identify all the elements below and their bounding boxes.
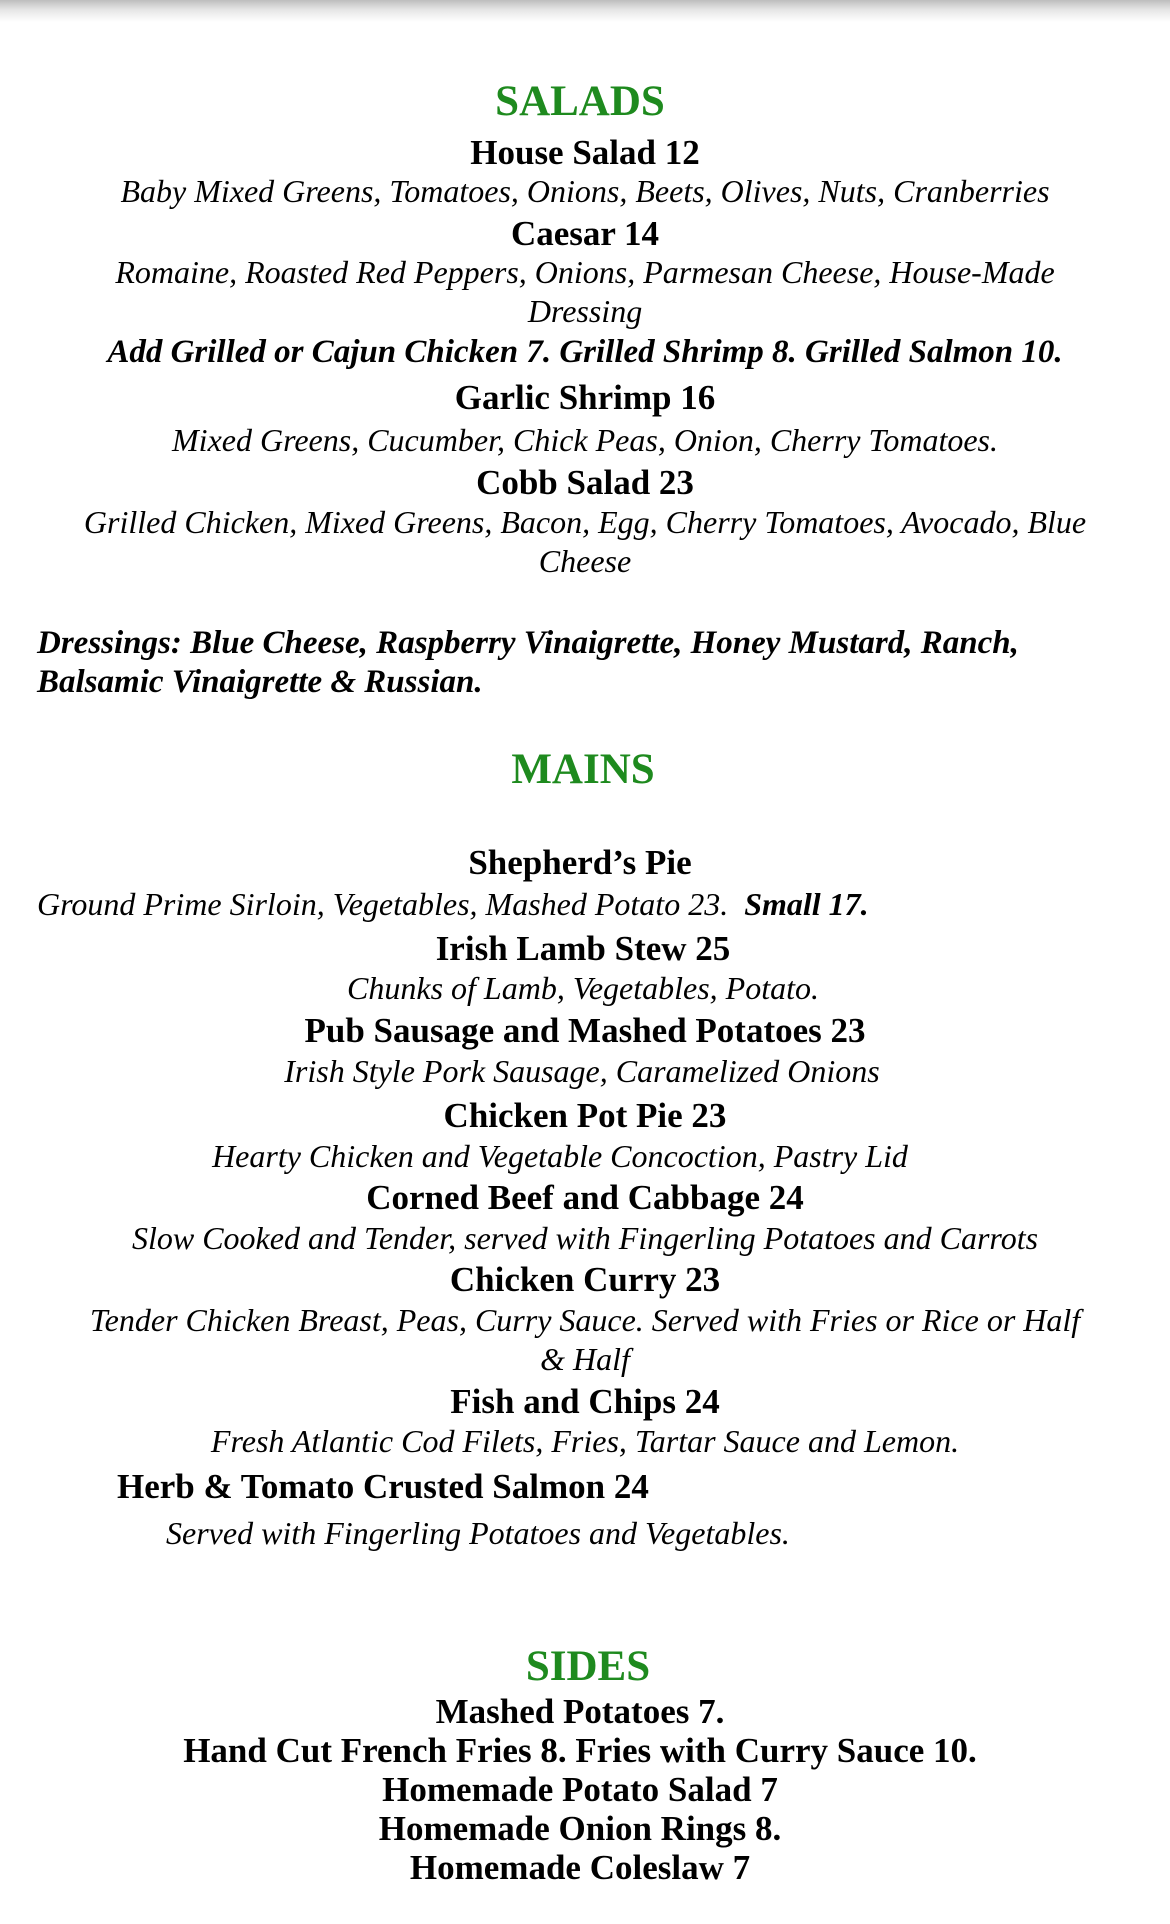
side-potato-salad: Homemade Potato Salad 7 <box>382 1770 778 1809</box>
caesar-desc-1: Romaine, Roasted Red Peppers, Onions, Parmesan Cheese, House-Made <box>115 254 1055 290</box>
side-french-fries: Hand Cut French Fries 8. Fries with Curry Sauce 10. <box>183 1731 977 1770</box>
fish-chips-desc: Fresh Atlantic Cod Filets, Fries, Tartar Sauce and Lemon. <box>210 1423 960 1459</box>
lamb-stew-desc: Chunks of Lamb, Vegetables, Potato. <box>347 970 819 1006</box>
garlic-shrimp-desc: Mixed Greens, Cucumber, Chick Peas, Onion, Cherry Tomatoes. <box>172 422 998 458</box>
pub-sausage-name: Pub Sausage and Mashed Potatoes 23 <box>304 1011 866 1050</box>
dressings-line-2: Balsamic Vinaigrette & Russian. <box>37 664 483 700</box>
cobb-salad-name: Cobb Salad 23 <box>476 463 694 502</box>
caesar-desc-2: Dressing <box>527 293 643 329</box>
fish-chips-name: Fish and Chips 24 <box>450 1382 720 1421</box>
caesar-name: Caesar 14 <box>510 214 660 253</box>
pub-sausage-desc: Irish Style Pork Sausage, Caramelized Onions <box>284 1053 880 1089</box>
corned-beef-name: Corned Beef and Cabbage 24 <box>366 1178 804 1217</box>
shepherds-pie-small: Small 17. <box>744 886 869 922</box>
sides-heading: SIDES <box>525 1643 651 1690</box>
chicken-curry-desc-2: & Half <box>540 1341 630 1377</box>
dressings-line-1: Dressings: Blue Cheese, Raspberry Vinaigrette, Honey Mustard, Ranch, <box>37 625 1019 661</box>
corned-beef-desc: Slow Cooked and Tender, served with Fingerling Potatoes and Carrots <box>131 1220 1039 1256</box>
mains-heading: MAINS <box>511 746 655 793</box>
chicken-curry-desc-1: Tender Chicken Breast, Peas, Curry Sauce. Served with Fries or Rice or Half <box>89 1302 1081 1338</box>
pot-pie-name: Chicken Pot Pie 23 <box>443 1096 727 1135</box>
shepherds-pie-name: Shepherd’s Pie <box>468 843 692 882</box>
salad-addons: Add Grilled or Cajun Chicken 7. Grilled Shrimp 8. Grilled Salmon 10. <box>107 334 1063 370</box>
salmon-name: Herb & Tomato Crusted Salmon 24 <box>117 1467 649 1506</box>
top-shadow <box>0 0 1170 22</box>
shepherds-pie-desc <box>37 888 1170 920</box>
salmon-desc: Served with Fingerling Potatoes and Vegetables. <box>166 1515 790 1551</box>
cobb-salad-desc-1: Grilled Chicken, Mixed Greens, Bacon, Egg, Cherry Tomatoes, Avocado, Blue <box>83 504 1087 540</box>
house-salad-desc: Baby Mixed Greens, Tomatoes, Onions, Beets, Olives, Nuts, Cranberries <box>120 173 1050 209</box>
shepherds-pie-desc-text: Ground Prime Sirloin, Vegetables, Mashed Potato 23. <box>37 886 729 922</box>
side-onion-rings: Homemade Onion Rings 8. <box>378 1809 782 1848</box>
house-salad-name: House Salad 12 <box>470 133 700 172</box>
lamb-stew-name: Irish Lamb Stew 25 <box>435 929 731 968</box>
garlic-shrimp-name: Garlic Shrimp 16 <box>454 378 716 417</box>
side-mashed-potatoes: Mashed Potatoes 7. <box>435 1692 725 1731</box>
side-coleslaw: Homemade Coleslaw 7 <box>409 1848 751 1887</box>
salads-heading: SALADS <box>495 78 665 125</box>
chicken-curry-name: Chicken Curry 23 <box>449 1260 721 1299</box>
cobb-salad-desc-2: Cheese <box>538 543 632 579</box>
pot-pie-desc: Hearty Chicken and Vegetable Concoction, Pastry Lid <box>212 1138 908 1174</box>
